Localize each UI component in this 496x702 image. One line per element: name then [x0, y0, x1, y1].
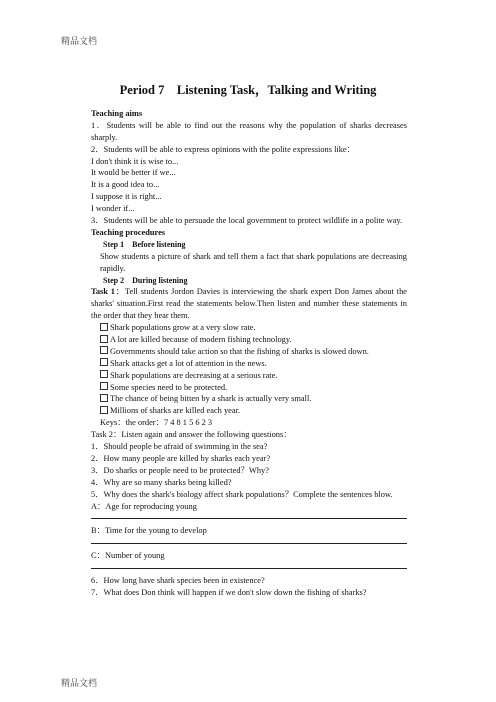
- statement-item: [91, 322, 407, 334]
- answer-blank[interactable]: [91, 562, 407, 569]
- sub-item-c: C：Number of young: [91, 551, 165, 561]
- page-header: 精品文档: [61, 36, 98, 46]
- task-2-heading: Task 2：Listen again and answer the following questions：: [91, 430, 292, 440]
- question-item: 5．Why does the shark's biology affect shark populations？Complete the sentences blow.: [91, 489, 393, 499]
- question-item: 3．Do sharks or people need to be protected？Why?: [91, 465, 269, 475]
- aims-heading: Teaching aims: [91, 109, 143, 118]
- task-1-label: Task 1: [91, 287, 115, 297]
- statement-item: [91, 382, 407, 394]
- checkbox-icon: [100, 394, 108, 402]
- document-body: [91, 108, 407, 599]
- expression-item: I suppose it is right...: [91, 192, 162, 202]
- statement-item: [91, 358, 407, 370]
- statement-text: Millions of sharks are killed each year.: [110, 406, 241, 416]
- statement-text: Some species need to be protected.: [110, 382, 228, 392]
- statement-item: [91, 393, 407, 405]
- task-1-text: [91, 286, 407, 322]
- sub-item-a: A：Age for reproducing young: [91, 501, 197, 511]
- aim-3: 3．Students will be able to persuade the local government to protect wildlife in a polite way.: [91, 216, 403, 226]
- checkbox-icon: [100, 382, 108, 390]
- page-footer: 精品文档: [61, 678, 98, 688]
- statement-item: [91, 346, 407, 358]
- sub-item-b: B：Time for the young to develop: [91, 526, 207, 536]
- statement-text: Shark populations grow at a very slow rate.: [110, 323, 256, 333]
- aim-2: 2．Students will be able to express opinions with the polite expressions like：: [91, 144, 356, 154]
- answer-blank[interactable]: [91, 512, 407, 519]
- step-2-heading: Step 2 During listening: [103, 275, 188, 285]
- checkbox-icon: [100, 358, 108, 366]
- statement-text: A lot are killed because of modern fishing technology.: [110, 335, 292, 345]
- statement-item: [91, 334, 407, 346]
- statement-text: Shark attacks get a lot of attention in the news.: [110, 358, 267, 368]
- checkbox-icon: [100, 346, 108, 354]
- expression-item: It would be better if we...: [91, 168, 176, 178]
- expression-item: I wonder if...: [91, 204, 135, 214]
- statement-text: Shark populations are decreasing at a serious rate.: [110, 370, 278, 380]
- question-item: 7．What does Don think will happen if we don't slow down the fishing of sharks?: [91, 587, 367, 597]
- aim-1: 1．Students will be able to find out the reasons why the population of sharks decreases sharply.: [91, 120, 407, 142]
- checkbox-icon: [100, 335, 108, 343]
- statement-item: [91, 370, 407, 382]
- expression-item: It is a good idea to...: [91, 180, 160, 190]
- step-1-heading: Step 1 Before listening: [103, 239, 186, 249]
- checkbox-icon: [100, 323, 108, 331]
- answer-blank[interactable]: [91, 537, 407, 544]
- question-item: 1．Should people be afraid of swimming in the sea?: [91, 442, 268, 452]
- statement-item: [91, 405, 407, 417]
- procedures-heading: Teaching procedures: [91, 227, 166, 237]
- statement-text: The chance of being bitten by a shark is actually very small.: [110, 394, 312, 404]
- page-title: Period 7 Listening Task，Talking and Writing: [119, 83, 377, 97]
- statement-text: Governments should take action so that the fishing of sharks is slowed down.: [110, 346, 369, 356]
- step-1-text: Show students a picture of shark and tell them a fact that shark populations are decreasing rapidly.: [100, 251, 407, 273]
- answer-keys: Keys：the order：7 4 8 1 5 6 2 3: [100, 418, 213, 428]
- question-item: 4．Why are so many sharks being killed?: [91, 477, 232, 487]
- question-item: 6．How long have shark species been in existence?: [91, 575, 265, 585]
- expression-item: I don't think it is wise to...: [91, 156, 179, 166]
- question-item: 2．How many people are killed by sharks each year?: [91, 453, 271, 463]
- task-1-instructions: ：Tell students Jordon Davies is interviewing the shark expert Don James about the sharks' situation.First read the statements below.Then listen and number these statements in the order that they hear them.: [91, 287, 407, 321]
- checkbox-icon: [100, 370, 108, 378]
- checkbox-icon: [100, 406, 108, 414]
